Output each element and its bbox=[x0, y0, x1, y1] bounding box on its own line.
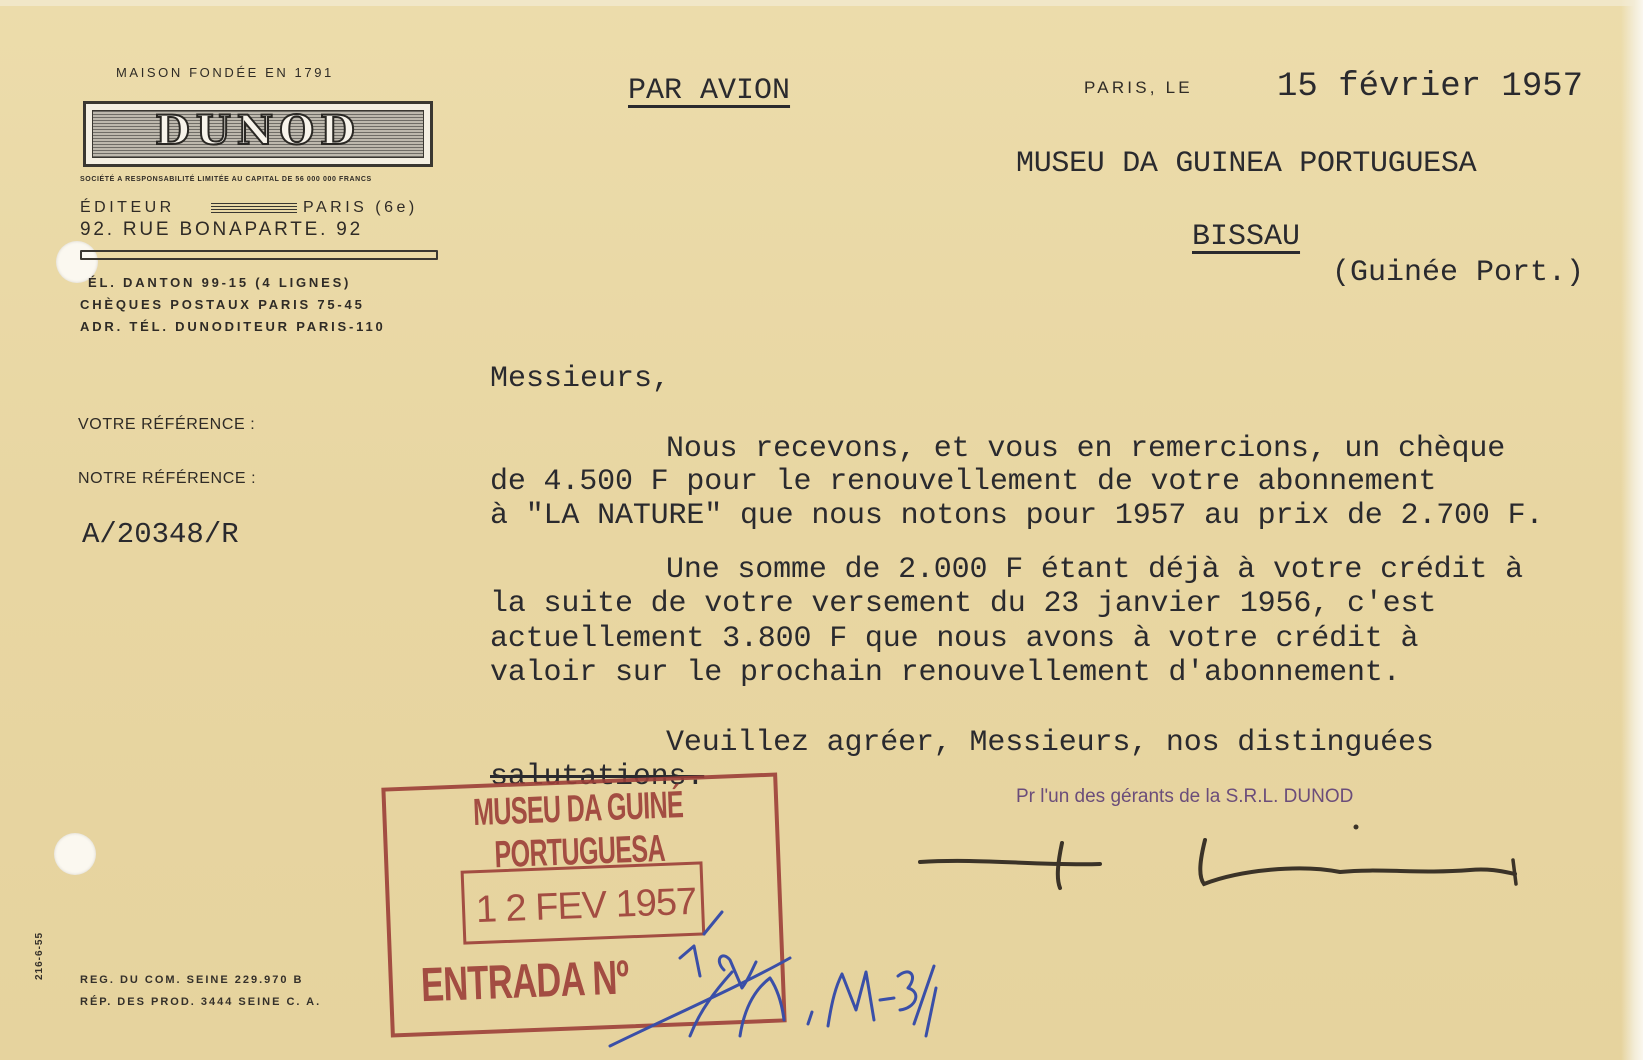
body-line: valoir sur le prochain renouvellement d'abonnement. bbox=[490, 656, 1401, 690]
logo-text: DUNOD bbox=[155, 107, 361, 154]
place-label: PARIS, LE bbox=[1084, 78, 1193, 97]
body-line: Nous recevons, et vous en remercions, un chèque bbox=[666, 432, 1506, 466]
body-line: actuellement 3.800 F que nous avons à votre crédit à bbox=[490, 622, 1419, 656]
recipient-city: BISSAU bbox=[1192, 220, 1301, 254]
body-line: Une somme de 2.000 F étant déjà à votre crédit à bbox=[666, 553, 1523, 587]
stamp-museum-name: MUSEU DA GUINÉ PORTUGUESA bbox=[472, 784, 684, 877]
body-line: de 4.500 F pour le renouvellement de votre abonnement bbox=[490, 465, 1437, 499]
recipient-name: MUSEU DA GUINEA PORTUGUESA bbox=[1016, 147, 1477, 181]
stamp-entrada: ENTRADA Nº bbox=[419, 951, 630, 1013]
body-line: la suite de votre versement du 23 janvier 1956, c'est bbox=[490, 587, 1437, 621]
letterhead-editeur: ÉDITEUR bbox=[80, 199, 175, 216]
salutation: Messieurs, bbox=[490, 362, 671, 396]
notre-reference-label: NOTRE RÉFÉRENCE : bbox=[78, 470, 257, 487]
votre-reference-label: VOTRE RÉFÉRENCE : bbox=[78, 416, 256, 433]
par-avion-mark: PAR AVION bbox=[628, 74, 791, 108]
body-line: à "LA NATURE" que nous notons pour 1957 au prix de 2.700 F. bbox=[490, 499, 1544, 533]
letterhead-paris: PARIS (6e) bbox=[303, 199, 418, 216]
letterhead-address: 92. RUE BONAPARTE. 92 bbox=[80, 219, 364, 240]
stamp-date: 1 2 FEV 1957 bbox=[475, 880, 697, 932]
letterhead-telephone: ÉL. DANTON 99-15 (4 LIGNES) bbox=[88, 275, 352, 290]
letterhead-telegraph: ADR. TÉL. DUNODITEUR PARIS-110 bbox=[80, 319, 386, 334]
letter-date: 15 février 1957 bbox=[1277, 68, 1584, 106]
closing-line: Veuillez agréer, Messieurs, nos distinguées bbox=[666, 726, 1434, 760]
signer-stamp: Pr l'un des gérants de la S.R.L. DUNOD bbox=[1016, 786, 1354, 807]
footer-repertoire: RÉP. DES PROD. 3444 SEINE C. A. bbox=[80, 996, 322, 1008]
footer-form-code: 216-6-55 bbox=[34, 931, 45, 980]
notre-reference-value: A/20348/R bbox=[82, 518, 239, 551]
letterhead-societe: SOCIÉTÉ A RESPONSABILITÉ LIMITÉE AU CAPITAL DE 56 000 000 FRANCS bbox=[80, 176, 372, 183]
recipient-country: (Guinée Port.) bbox=[1332, 256, 1585, 290]
closing-line: salutations. bbox=[490, 760, 705, 794]
letterhead-cheques: CHÈQUES POSTAUX PARIS 75-45 bbox=[80, 297, 365, 312]
letterhead-founded: MAISON FONDÉE EN 1791 bbox=[116, 65, 334, 80]
footer-registry: REG. DU COM. SEINE 229.970 B bbox=[80, 974, 304, 986]
